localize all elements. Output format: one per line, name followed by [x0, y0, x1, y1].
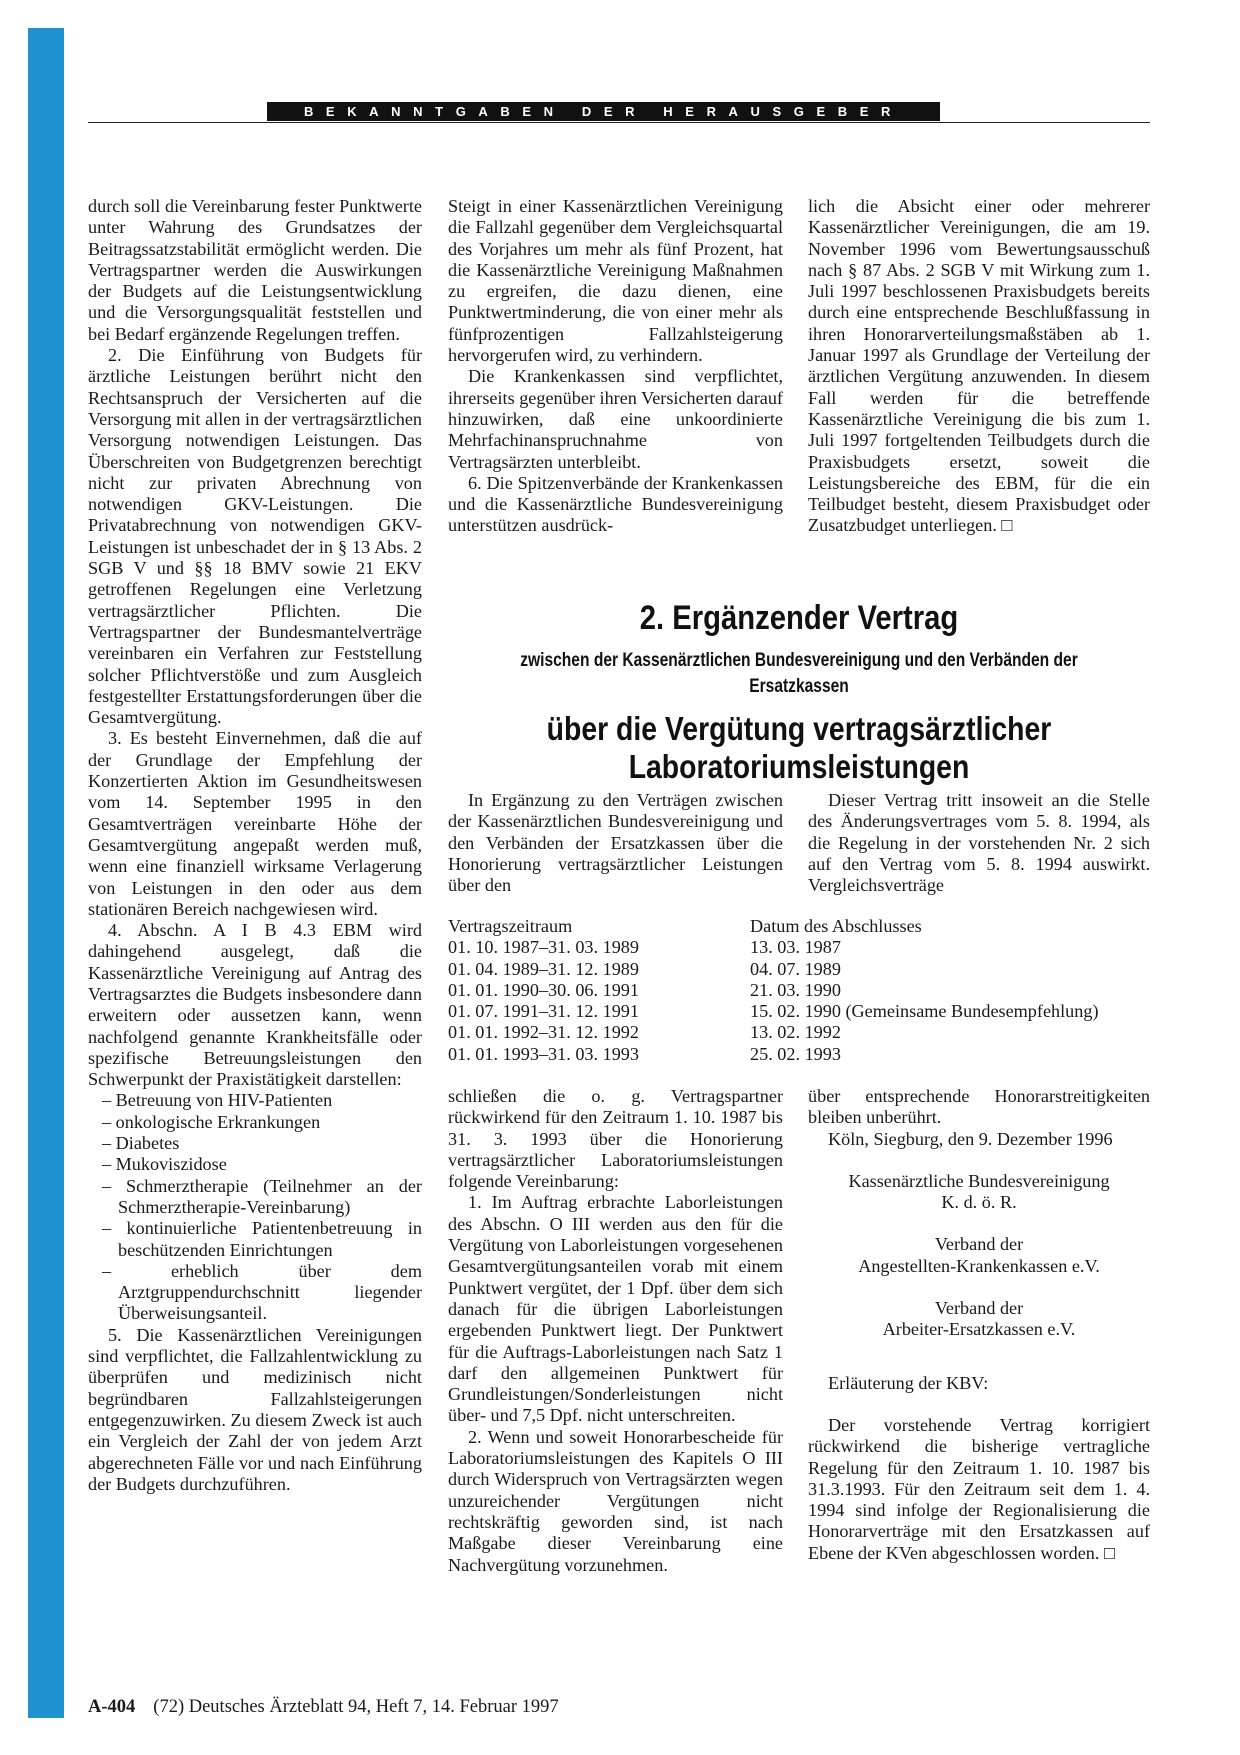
table-cell: 13. 03. 1987 [750, 937, 841, 958]
note-text: Der vorstehende Vertrag korrigiert rückwirkend die bisherige vertragliche Regelung für den Zeitraum 1. 10. 1987 bis 31.3.1993. Für den Zeitraum seit dem 1. 4. 1994 sind infolge der Regionalisierung die Honorarverträge mit den Ersatzkassen auf Ebene der KVen abgeschlossen worden. □ [808, 1414, 1150, 1563]
signature-line: Kassenärztliche Bundesvereinigung [848, 1170, 1110, 1191]
article-title-block [440, 598, 1158, 786]
intro-left [448, 790, 783, 896]
paragraph: 2. Wenn und soweit Honorarbescheide für Laboratoriumsleistungen des Kapitels O III durch Widerspruch von Vertragsärzten wegen unzureichender Vergütungen nicht rechtskräftig geworden sind, ist nach Maßgabe dieser Vereinbarung eine Nachvergütung vorzunehmen. [448, 1426, 783, 1575]
paragraph: Dieser Vertrag tritt insoweit an die Stelle des Änderungsvertrages vom 5. 8. 1994, als die Regelung in der vorstehenden Nr. 2 sich auf den Vertrag vom 5. 8. 1994 auswirkt. Vergleichsverträge [808, 790, 1150, 896]
table-cell: 01. 04. 1989–31. 12. 1989 [448, 958, 639, 979]
table-row [448, 980, 1150, 1001]
table-cell: 01. 10. 1987–31. 03. 1989 [448, 937, 639, 958]
page-footer [88, 1697, 559, 1718]
list-item: – onkologische Erkrankungen [102, 1111, 321, 1132]
table-cell: 21. 03. 1990 [750, 979, 841, 1000]
column-3 [808, 196, 1150, 537]
list-item: – Diabetes [102, 1133, 180, 1154]
paragraph: 3. Es besteht Einvernehmen, daß die auf der Grundlage der Empfehlung der Konzertierten Aktion im Gesundheitswesen vom 14. September 1995 in den Gesamtverträgen vereinbarte Höhe der Gesamtvergütung angepaßt werden muß, wenn eine finanziell wirksame Verlagerung von Leistungen in den oder aus dem stationären Bereich nachgewiesen wird. [88, 728, 422, 919]
paragraph: 4. Abschn. A I B 4.3 EBM wird dahingehend ausgelegt, daß die Kassenärztliche Vereinigung auf Antrag des Vertragsarztes die Budgets insbesondere dann erweitern oder aussetzen kann, wenn nachfolgend genannte Krankheitsfälle oder spezifische Betreuungsleistungen den Schwerpunkt der Praxistätigkeit darstellen: [88, 920, 422, 1090]
table-cell: 04. 07. 1989 [750, 958, 841, 979]
intro-right [808, 790, 1150, 896]
table-cell: 25. 02. 1993 [750, 1043, 841, 1064]
table-row [448, 959, 1150, 980]
list-item: – Betreuung von HIV-Patienten [102, 1090, 333, 1111]
column-1 [88, 196, 422, 1495]
table-cell: 15. 02. 1990 (Gemeinsame Bundesempfehlung) [750, 1001, 1099, 1022]
table-row [448, 937, 1150, 958]
list-item: – Mukoviszidose [102, 1154, 227, 1175]
section-title: BEKANNTGABEN DER HERAUSGEBER [303, 104, 904, 119]
table-cell: 01. 01. 1990–30. 06. 1991 [448, 979, 639, 1000]
table-cell: 01. 07. 1991–31. 12. 1991 [448, 1001, 639, 1022]
paragraph: 1. Im Auftrag erbrachte Laborleistungen des Abschn. O III werden aus den für die Vergütung von Laborleistungen vorgesehenen Gesamtvergütungsanteilen vorab mit einem Punktwert vergütet, der 1 Dpf. über dem sich danach für die übrigen Laborleistungen ergebenden Punktwert liegt. Der Punktwert für die Auftrags-Laborleistungen nach Satz 1 darf den allgemeinen Punktwert für Grundleistungen/Sonderleistungen nicht über- und 7,5 Dpf. nicht unterschreiten. [448, 1192, 783, 1426]
signature-line: Verband der [934, 1234, 1024, 1255]
paragraph: schließen die o. g. Vertragspartner rückwirkend für den Zeitraum 1. 10. 1987 bis 31. 3. 1993 über die Honorierung vertragsärztlicher Laboratoriumsleistungen folgende Vereinbarung: [448, 1086, 783, 1192]
list-item: – kontinuierliche Patientenbetreuung in beschützenden Einrichtungen [102, 1218, 422, 1260]
signature-kbv [808, 1171, 1150, 1214]
page-number: A-404 [88, 1697, 136, 1717]
signature-vdak [808, 1234, 1150, 1277]
paragraph: über entsprechende Honorarstreitigkeiten bleiben unberührt. [808, 1086, 1150, 1128]
paragraph: Steigt in einer Kassenärztlichen Vereinigung die Fallzahl gegenüber dem Vergleichsquartal des Vorjahres um mehr als fünf Prozent, hat die Kassenärztliche Vereinigung Maßnahmen zu ergreifen, die dazu dienen, eine Punktwertminderung, die von einer mehr als fünfprozentigen Fallzahlsteigerung hervorgerufen wird, zu verhindern. [448, 196, 783, 366]
place-date: Köln, Siegburg, den 9. Dezember 1996 [828, 1128, 1113, 1149]
header-rule [88, 122, 1150, 123]
paragraph: In Ergänzung zu den Verträgen zwischen der Kassenärztlichen Bundesvereinigung und den Verbänden der Ersatzkassen über die Honorierung vertragsärztlicher Leistungen über den [448, 790, 783, 896]
table-cell: 01. 01. 1993–31. 03. 1993 [448, 1043, 639, 1064]
paragraph: durch soll die Vereinbarung fester Punktwerte unter Wahrung des Grundsatzes der Beitragssatzstabilität ermöglicht werden. Die Vertragspartner werden die Auswirkungen der Budgets auf die Leistungsentwicklung und die Versorgungsqualität feststellen und bei Bedarf ergänzende Regelungen treffen. [88, 196, 422, 344]
article-heading: 2. Ergänzender Vertrag [639, 599, 959, 637]
list-item: – Schmerztherapie (Teilnehmer an der Schmerztherapie-Vereinbarung) [102, 1175, 422, 1217]
signature-line: Arbeiter-Ersatzkassen e.V. [882, 1319, 1076, 1340]
table-header: Datum des Abschlusses [750, 916, 922, 936]
lower-left-column [448, 1086, 783, 1576]
note-heading: Erläuterung der KBV: [828, 1372, 989, 1393]
table-row [448, 1044, 1150, 1065]
paragraph: 5. Die Kassenärztlichen Vereinigungen sind verpflichtet, die Fallzahlentwicklung zu überprüfen und medizinisch nicht begründbaren Fallzahlsteigerungen entgegenzuwirken. Zu diesem Zweck ist auch ein Vergleich der Zahl der von jedem Arzt abgerechneten Fälle vor und nach Einführung der Budgets durchzuführen. [88, 1324, 422, 1494]
table-header-row [448, 916, 1150, 937]
blue-side-stripe [28, 28, 64, 1718]
signature-line: Angestellten-Krankenkassen e.V. [858, 1255, 1100, 1276]
contract-table [448, 916, 1150, 1065]
table-header: Vertragszeitraum [448, 916, 573, 936]
signature-line: K. d. ö. R. [941, 1192, 1017, 1213]
condition-list [88, 1090, 422, 1324]
signature-line: Verband der [934, 1298, 1024, 1319]
issue-info: (72) Deutsches Ärzteblatt 94, Heft 7, 14. Februar 1997 [153, 1697, 559, 1717]
paragraph: lich die Absicht einer oder mehrerer Kassenärztlicher Vereinigungen, die am 19. November 1996 vom Bewertungsausschuß nach § 87 Abs. 2 SGB V mit Wirkung zum 1. Juli 1997 beschlossenen Praxisbudgets bereits durch eine entsprechende Beschlußfassung in ihren Honorarverteilungsmaßstäben ab 1. Januar 1997 als Grundlage der Verteilung der ärztlichen Vergütung anzuwenden. In diesem Fall werden für die betreffende Kassenärztliche Vereinigung die bis zum 1. Juli 1997 fortgeltenden Teilbudgets durch die Praxisbudgets ersetzt, soweit die Leistungsbereiche des EBM, für die ein Teilbudget besteht, diesem Praxisbudget oder Zusatzbudget unterliegen. □ [808, 196, 1150, 536]
paragraph: Die Krankenkassen sind verpflichtet, ihrerseits gegenüber ihren Versicherten darauf hinzuwirken, daß eine unkoordinierte Mehrfachinanspruchnahme von Vertragsärzten unterbleibt. [448, 366, 783, 472]
table-cell: 01. 01. 1992–31. 12. 1992 [448, 1022, 639, 1043]
table-row [448, 1022, 1150, 1043]
paragraph: 2. Die Einführung von Budgets für ärztliche Leistungen berührt nicht den Rechtsanspruch der Versicherten auf die Versorgung mit allen in der vertragsärztlichen Versorgung notwendigen Leistungen. Das Überschreiten von Budgetgrenzen berechtigt nicht zur privaten Abrechnung von notwendigen GKV-Leistungen. Die Privatabrechnung von notwendigen GKV-Leistungen ist unbeschadet der in § 13 Abs. 2 SGB V und §§ 18 BMV sowie 21 EKV getroffenen Regelungen eine Verletzung vertragsärztlicher Pflichten. Die Vertragspartner der Bundesmantelverträge vereinbaren ein Verfahren zur Feststellung solcher Pflichtverstöße und zum Ausgleich festgestellter Erstattungsforderungen über die Gesamtvergütung. [88, 345, 422, 728]
section-header-bar [267, 102, 940, 121]
list-item: – erheblich über dem Arztgruppendurchschnitt liegender Überweisungsanteil. [102, 1260, 422, 1324]
lower-right-column [808, 1086, 1150, 1564]
table-row [448, 1001, 1150, 1022]
table-cell: 13. 02. 1992 [750, 1022, 841, 1043]
paragraph: 6. Die Spitzenverbände der Krankenkassen und die Kassenärztliche Bundesvereinigung unterstützen ausdrück- [448, 472, 783, 536]
column-2 [448, 196, 783, 537]
article-subheading: zwischen der Kassenärztlichen Bundesvereinigung und den Verbänden der Ersatzkassen [520, 650, 1078, 697]
article-subject: über die Vergütung vertragsärztlicher Laboratoriumsleistungen [546, 710, 1052, 785]
signature-aev [808, 1298, 1150, 1341]
